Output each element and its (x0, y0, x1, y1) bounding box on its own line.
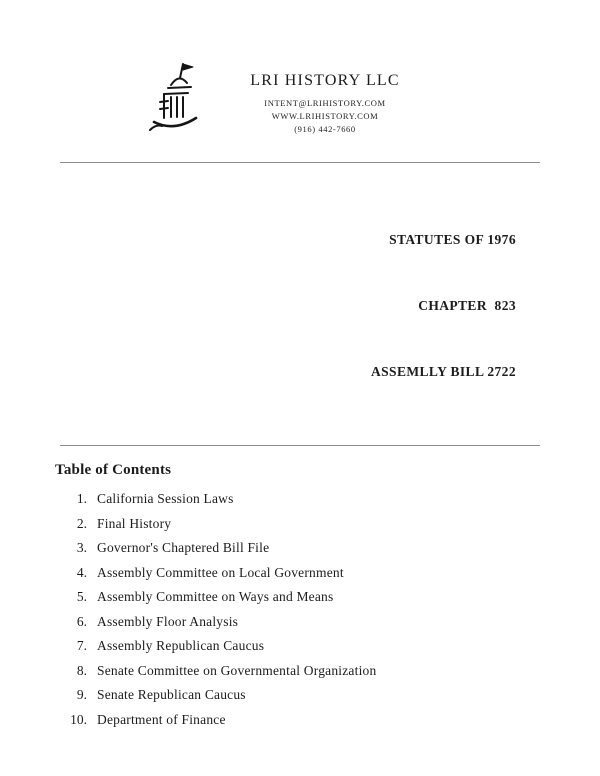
divider-middle (60, 445, 540, 446)
phone-text: (916) 442-7660 (294, 124, 356, 134)
toc-item-number: 4. (76, 564, 87, 580)
letterhead (0, 0, 600, 138)
toc-item-number: 7. (76, 638, 87, 653)
toc-item-number: 2. (76, 515, 87, 531)
letterhead-text (230, 72, 420, 136)
statutes-line: STATUTES OF 1976 (389, 232, 516, 247)
toc-item-label: Assembly Republican Caucus (97, 638, 265, 653)
toc-item-number: 10. (70, 711, 87, 727)
toc-item-label: Senate Committee on Governmental Organization (97, 662, 377, 678)
company-name: LRI HISTORY LLC (250, 72, 400, 89)
table-of-contents (55, 462, 600, 736)
toc-item-label: California Session Laws (97, 491, 234, 506)
toc-item-number: 5. (76, 589, 87, 604)
toc-item (55, 663, 600, 688)
toc-list (55, 491, 600, 736)
toc-item (55, 565, 600, 590)
toc-item-number: 9. (76, 687, 87, 702)
toc-item (55, 638, 600, 663)
toc-item-label: Assembly Floor Analysis (97, 613, 239, 629)
email-text: INTENT@LRIHISTORY.COM (264, 98, 386, 108)
toc-title: Table of Contents (55, 462, 172, 478)
toc-item (55, 614, 600, 639)
toc-item-label: Senate Republican Caucus (97, 687, 246, 702)
toc-item (55, 491, 600, 516)
bill-line: ASSEMLLY BILL 2722 (370, 364, 516, 379)
website-text: WWW.LRIHISTORY.COM (271, 111, 379, 121)
divider-top (60, 162, 540, 163)
toc-item (55, 712, 600, 737)
toc-item-number: 1. (76, 491, 87, 506)
toc-item-label: Final History (97, 515, 172, 531)
toc-item-label: Governor's Chaptered Bill File (97, 540, 270, 555)
toc-item-label: Assembly Committee on Local Government (97, 564, 344, 580)
toc-item (55, 589, 600, 614)
toc-item-number: 3. (76, 540, 87, 555)
toc-item-number: 8. (76, 662, 87, 678)
toc-item (55, 687, 600, 712)
toc-item (55, 516, 600, 541)
toc-item-label: Department of Finance (97, 711, 226, 727)
toc-item (55, 540, 600, 565)
toc-item-number: 6. (76, 613, 87, 629)
statute-reference-block (0, 185, 516, 427)
capitol-sketch-logo-icon (142, 58, 204, 138)
toc-item-label: Assembly Committee on Ways and Means (97, 589, 334, 604)
chapter-line: CHAPTER 823 (418, 298, 516, 313)
